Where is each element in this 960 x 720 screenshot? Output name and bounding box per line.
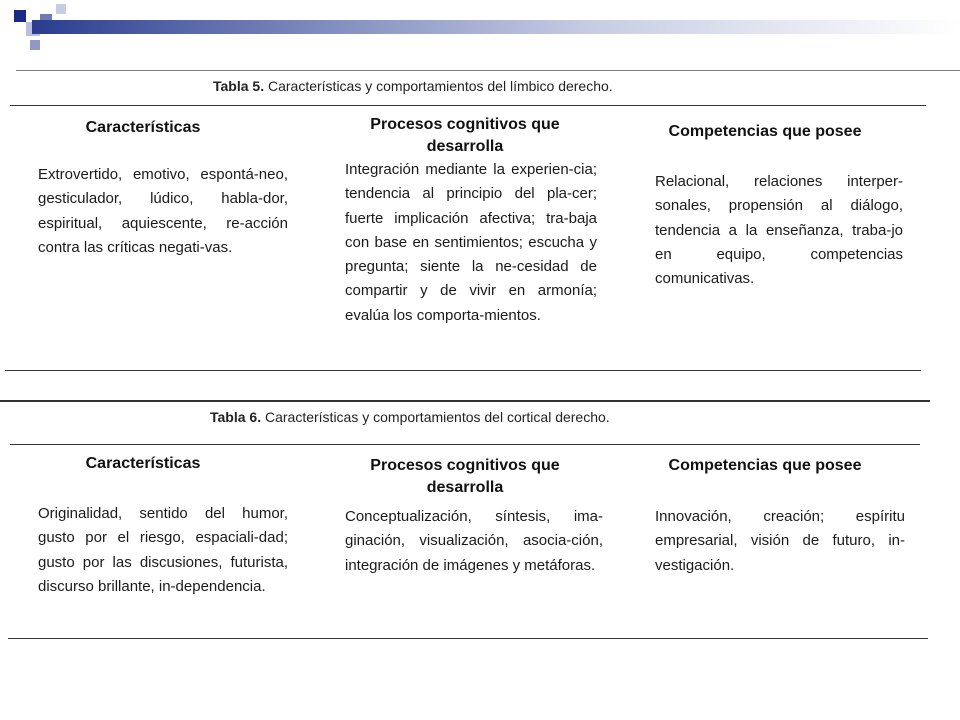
table-6-cell-procesos: Conceptualización, síntesis, ima-ginación, visualización, asocia-ción, integración de imágenes y metáforas. — [345, 508, 603, 574]
table-6-cell-caracteristicas: Originalidad, sentido del humor, gusto por el riesgo, espaciali-dad; gusto por las discusiones, futurista, discurso brillante, in-dependencia. — [38, 505, 288, 595]
table-5-caption-text: Características y comportamientos del límbico derecho. — [267, 78, 613, 94]
table-5-bottom-rule — [5, 370, 921, 371]
table-6-caption-text: Características y comportamientos del cortical derecho. — [264, 409, 610, 425]
table-6-bottom-rule — [8, 638, 928, 639]
slide-decoration — [0, 0, 960, 60]
table-5-cell-caracteristicas: Extrovertido, emotivo, espontá-neo, gesticulador, lúdico, habla-dor, espiritual, aquiescente, re-acción contra las críticas negati-vas. — [38, 166, 288, 256]
header-divider — [16, 70, 960, 71]
table-6-header-rule — [10, 444, 920, 445]
decor-square-dark — [14, 10, 26, 22]
table-5-cell-procesos: Integración mediante la experien-cia; tendencia al principio del pla-cer; fuerte implicación afectiva; tra-baja con base en sentimientos; escucha y pregunta; siente la ne-cesidad de compartir y de vivir en armonía; evalúa los comporta-mientos. — [345, 161, 597, 324]
table-5-label: Tabla 5. — [213, 78, 265, 94]
table-6-caption — [210, 409, 610, 425]
table-6-header-competencias: Competencias que posee — [668, 457, 862, 474]
header-gradient-bar — [32, 20, 960, 34]
table-5-cell-competencias: Relacional, relaciones interper-sonales, propensión al diálogo, tendencia a la enseñanza, traba-jo en equipo, competencias comunicativas. — [655, 173, 903, 288]
table-5-top-rule — [10, 105, 926, 106]
table-5-caption — [213, 78, 613, 94]
table-5-header-competencias: Competencias que posee — [668, 123, 862, 140]
decor-square-mid-2 — [30, 40, 40, 50]
table-5-header-caracteristicas: Características — [85, 119, 201, 136]
table-6-label: Tabla 6. — [210, 409, 262, 425]
table-5-header-procesos: Procesos cognitivos que desarrolla — [370, 116, 560, 155]
table-6-header-caracteristicas: Características — [85, 455, 201, 472]
table-6-cell-competencias: Innovación, creación; espíritu empresarial, visión de futuro, in-vestigación. — [655, 508, 905, 574]
table-6-header-procesos: Procesos cognitivos que desarrolla — [370, 457, 560, 496]
table-6-top-border — [0, 400, 930, 402]
decor-square-pale — [56, 4, 66, 14]
